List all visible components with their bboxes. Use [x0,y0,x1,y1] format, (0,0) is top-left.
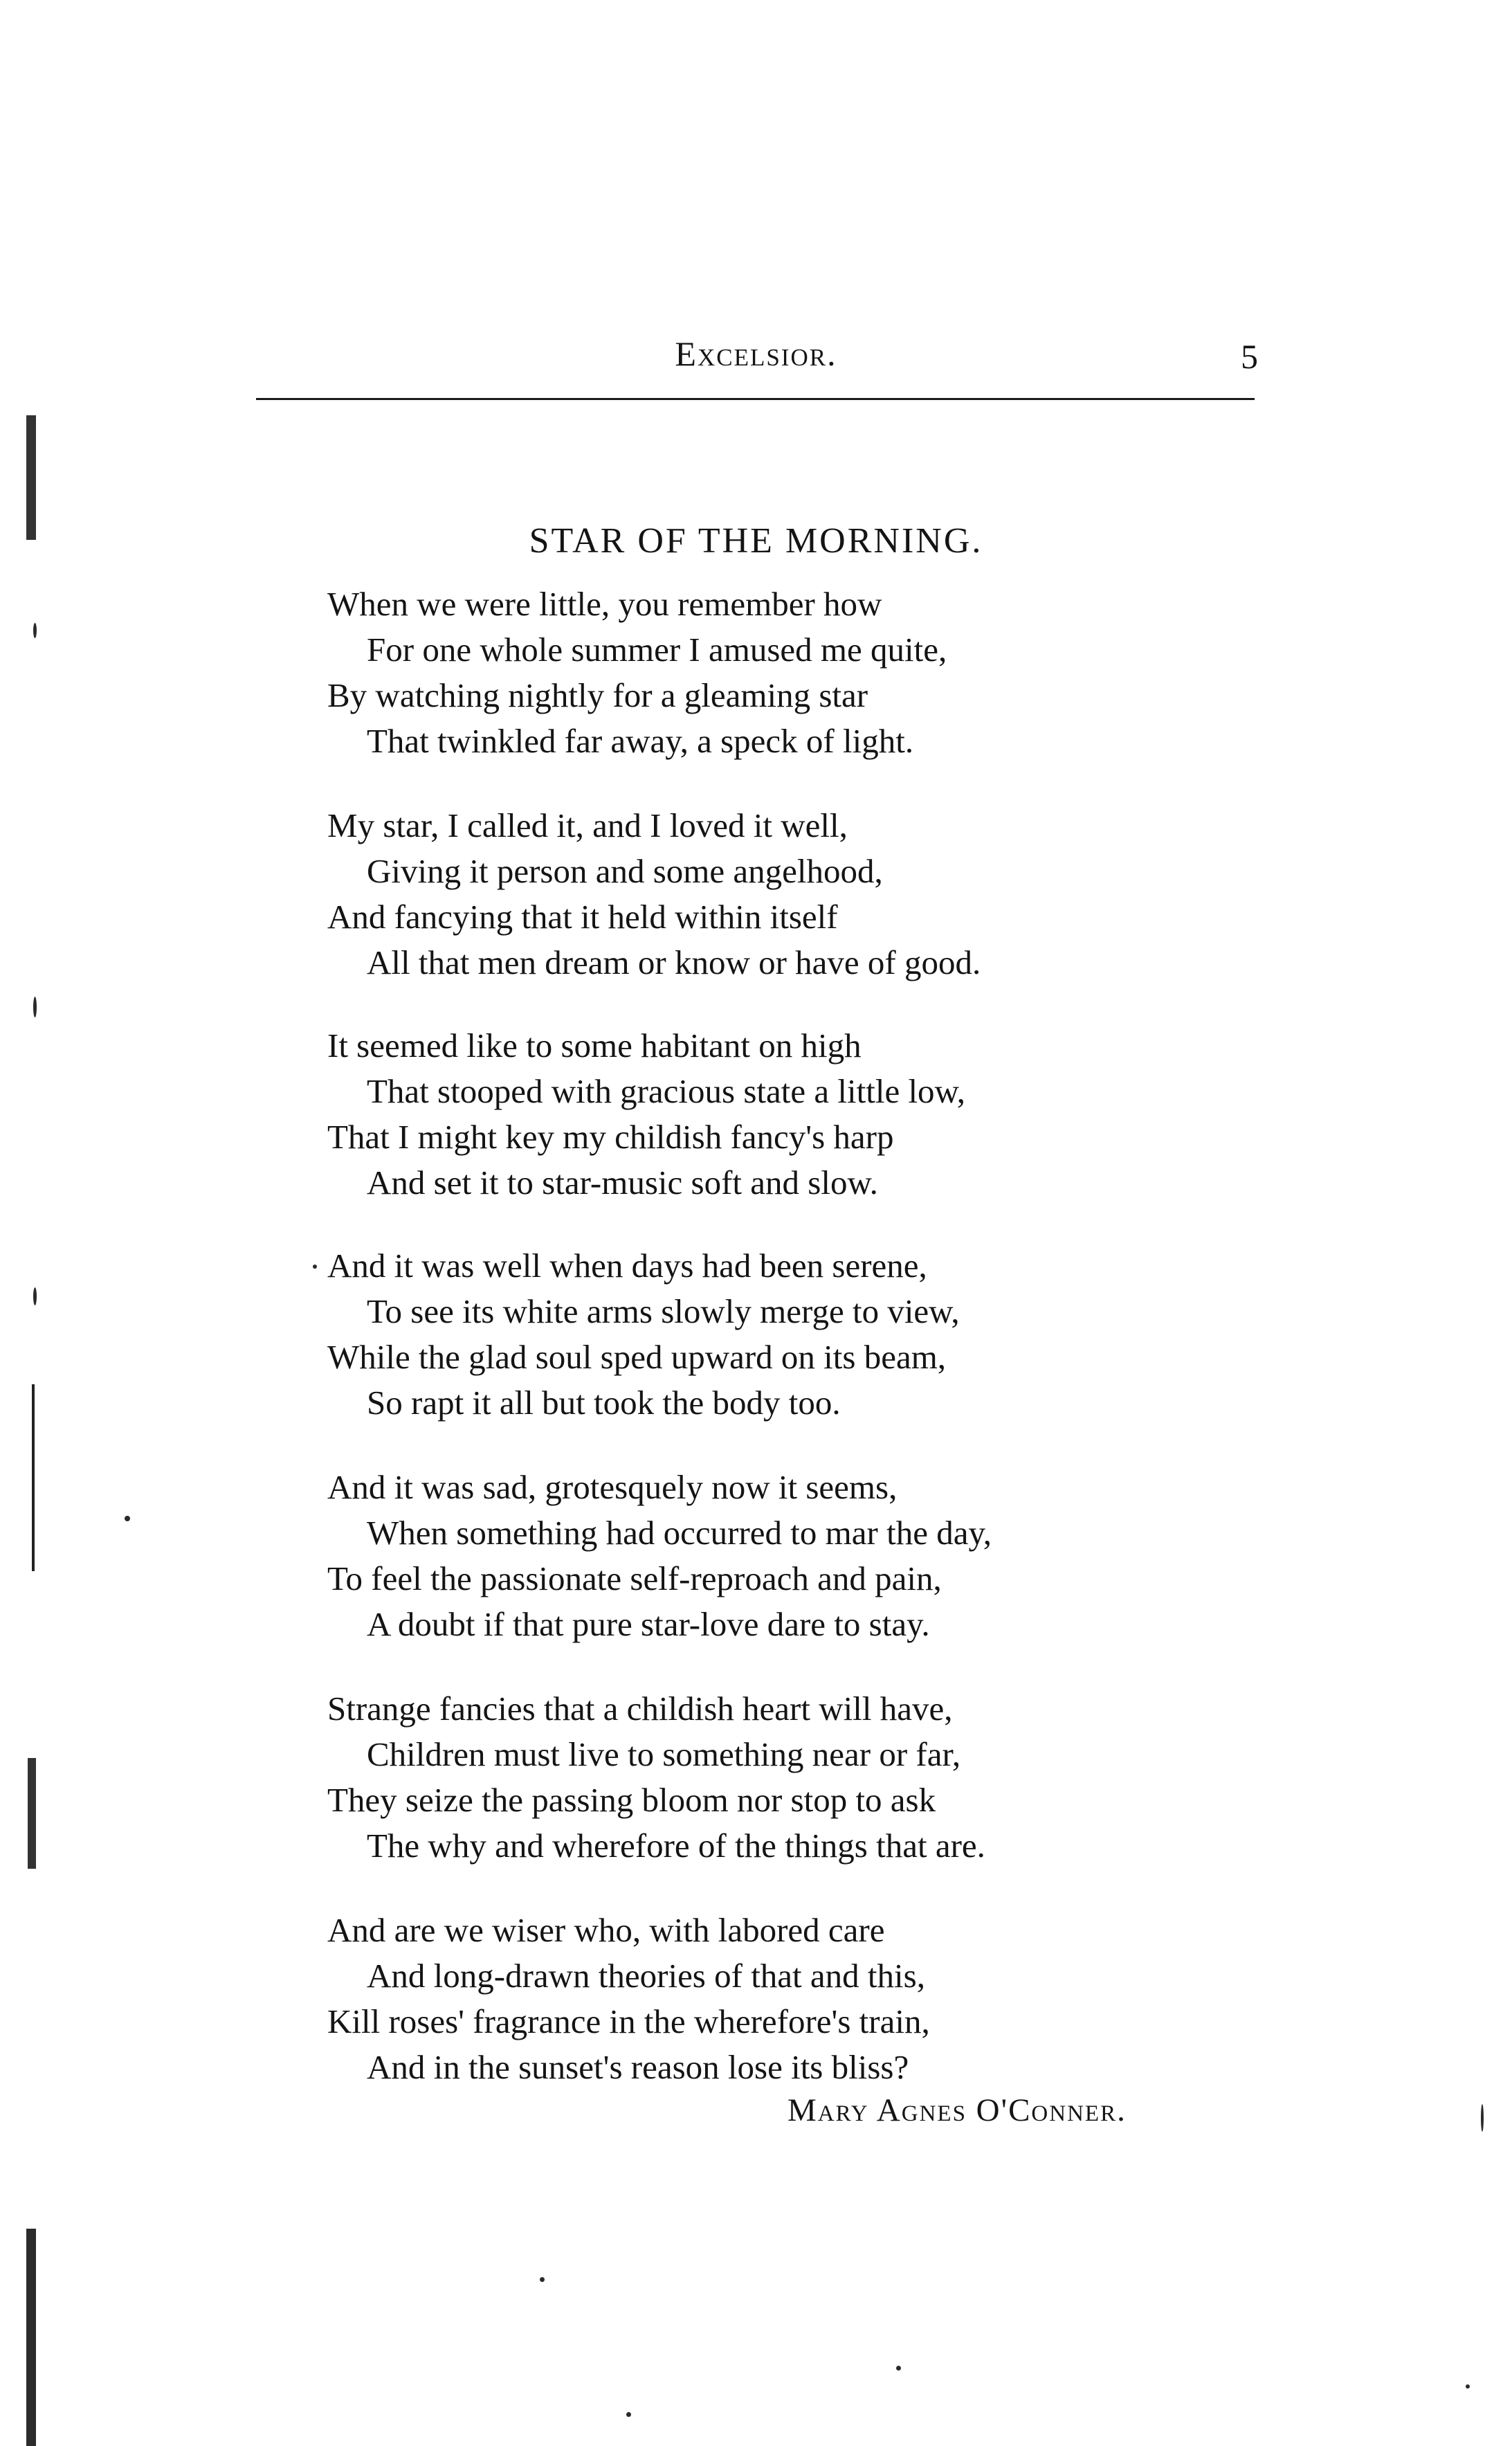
poem-line: That I might key my childish fancy's harp [327,1118,894,1156]
poem-line: And fancying that it held within itself [327,898,838,936]
poem-line: Strange fancies that a childish heart will have, [327,1689,953,1728]
poem-line: For one whole summer I amused me quite, [367,631,947,669]
scan-speck [896,2366,901,2371]
poem-line: The why and wherefore of the things that are. [367,1827,985,1865]
poem-line: Kill roses' fragrance in the wherefore's train, [327,2002,930,2040]
poem-line: It seemed like to some habitant on high [327,1026,862,1065]
poem-line: And in the sunset's reason lose its bliss? [367,2048,909,2086]
poem-line: That stooped with gracious state a little low, [367,1072,966,1110]
scan-streak [32,1384,35,1571]
scan-speck [125,1516,130,1521]
poem-line: And long-drawn theories of that and this, [367,1957,925,1995]
poem-line: Giving it person and some angelhood, [367,852,883,890]
scan-speck [1466,2384,1470,2389]
scan-speck [540,2277,545,2282]
poem-line: So rapt it all but took the body too. [367,1384,841,1422]
poem-line: And it was sad, grotesquely now it seems, [327,1468,898,1506]
scan-speck [626,2412,631,2417]
poem-line: To feel the passionate self-reproach and pain, [327,1559,942,1597]
poem-line: While the glad soul sped upward on its beam, [327,1338,947,1376]
running-head-title: Excelsior. [675,334,837,373]
poem-title: STAR OF THE MORNING. [529,521,983,561]
header-rule-short [1194,398,1255,400]
scan-streak [26,415,36,540]
poem-line: That twinkled far away, a speck of light. [367,722,914,760]
page-number: 5 [1241,337,1258,376]
poem-line: A doubt if that pure star-love dare to stay. [367,1605,930,1643]
scan-speck [313,1265,317,1269]
header-rule [256,398,1202,400]
poem-line: They seize the passing bloom nor stop to ask [327,1781,936,1819]
scan-speck [1481,2104,1484,2132]
poem-line: To see its white arms slowly merge to view, [367,1292,960,1330]
scan-speck [33,997,37,1017]
poem-line: And are we wiser who, with labored care [327,1911,885,1949]
poem-line: By watching nightly for a gleaming star [327,676,868,714]
scan-streak [26,2229,36,2446]
scan-speck [33,623,37,638]
scan-speck [33,1287,37,1305]
poem-line: When we were little, you remember how [327,585,882,623]
poem-line: And set it to star-music soft and slow. [367,1163,878,1202]
author-signature: Mary Agnes O'Conner. [787,2092,1127,2128]
poem-line: My star, I called it, and I loved it well, [327,806,848,844]
scan-streak [28,1758,36,1869]
poem-line: When something had occurred to mar the day, [367,1514,992,1552]
poem-line: And it was well when days had been serene, [327,1247,927,1285]
poem-line: Children must live to something near or far, [367,1735,961,1773]
poem-line: All that men dream or know or have of good. [367,943,981,981]
